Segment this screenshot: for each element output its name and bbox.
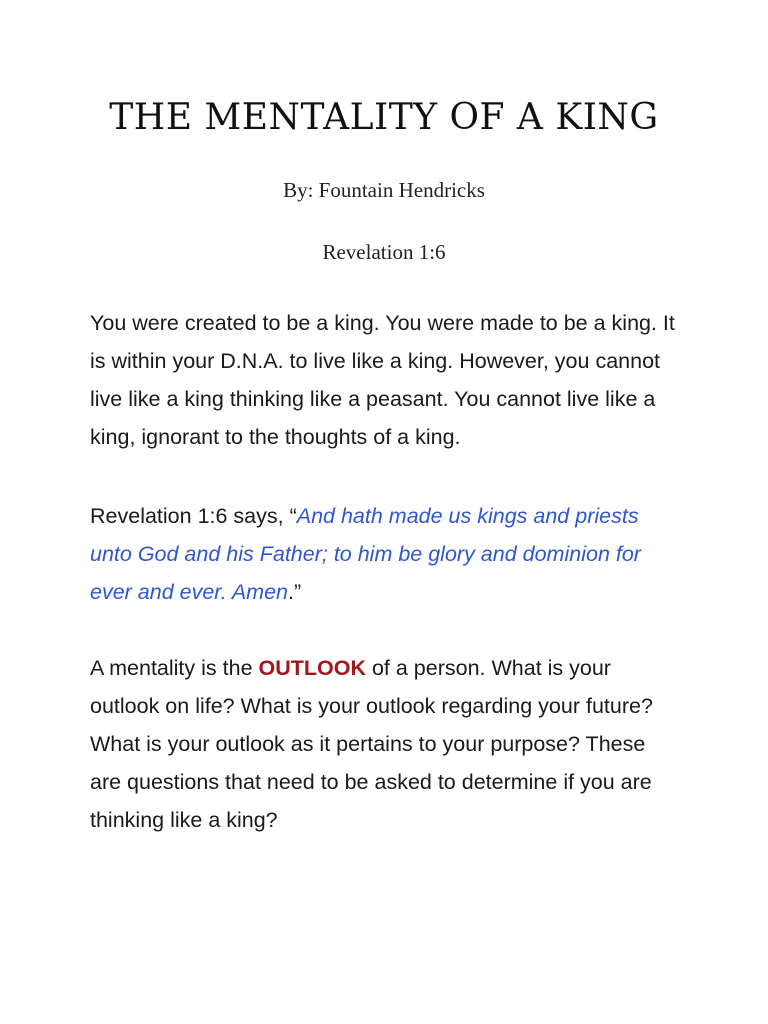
quote-tail-text: .”: [287, 580, 302, 604]
scripture-quote-text: And hath made us kings and priests unto God and his Father; to him be glory and dominion for ever and ever. Amen: [90, 504, 641, 604]
author-byline: By: Fountain Hendricks: [283, 178, 485, 202]
paragraph-scripture-quote: [90, 497, 680, 611]
outlook-emphasis: OUTLOOK: [258, 656, 366, 680]
quote-lead-text: Revelation 1:6 says, “: [90, 504, 297, 528]
mentality-tail-text: of a person. What is your outlook on life? What is your outlook regarding your future? What is your outlook as it pertains to your purpose? These are questions that need to be asked to determine if you are thinking like a king?: [90, 656, 653, 832]
mentality-lead-text: A mentality is the: [90, 656, 259, 680]
paragraph-intro: You were created to be a king. You were made to be a king. It is within your D.N.A. to live like a king. However, you cannot live like a king thinking like a peasant. You cannot live like a king, ignorant to the thoughts of a king.: [90, 311, 675, 449]
scripture-reference: Revelation 1:6: [322, 240, 446, 264]
paragraph-mentality: [90, 649, 680, 839]
document-title: THE MENTALITY OF A KING: [109, 97, 659, 138]
